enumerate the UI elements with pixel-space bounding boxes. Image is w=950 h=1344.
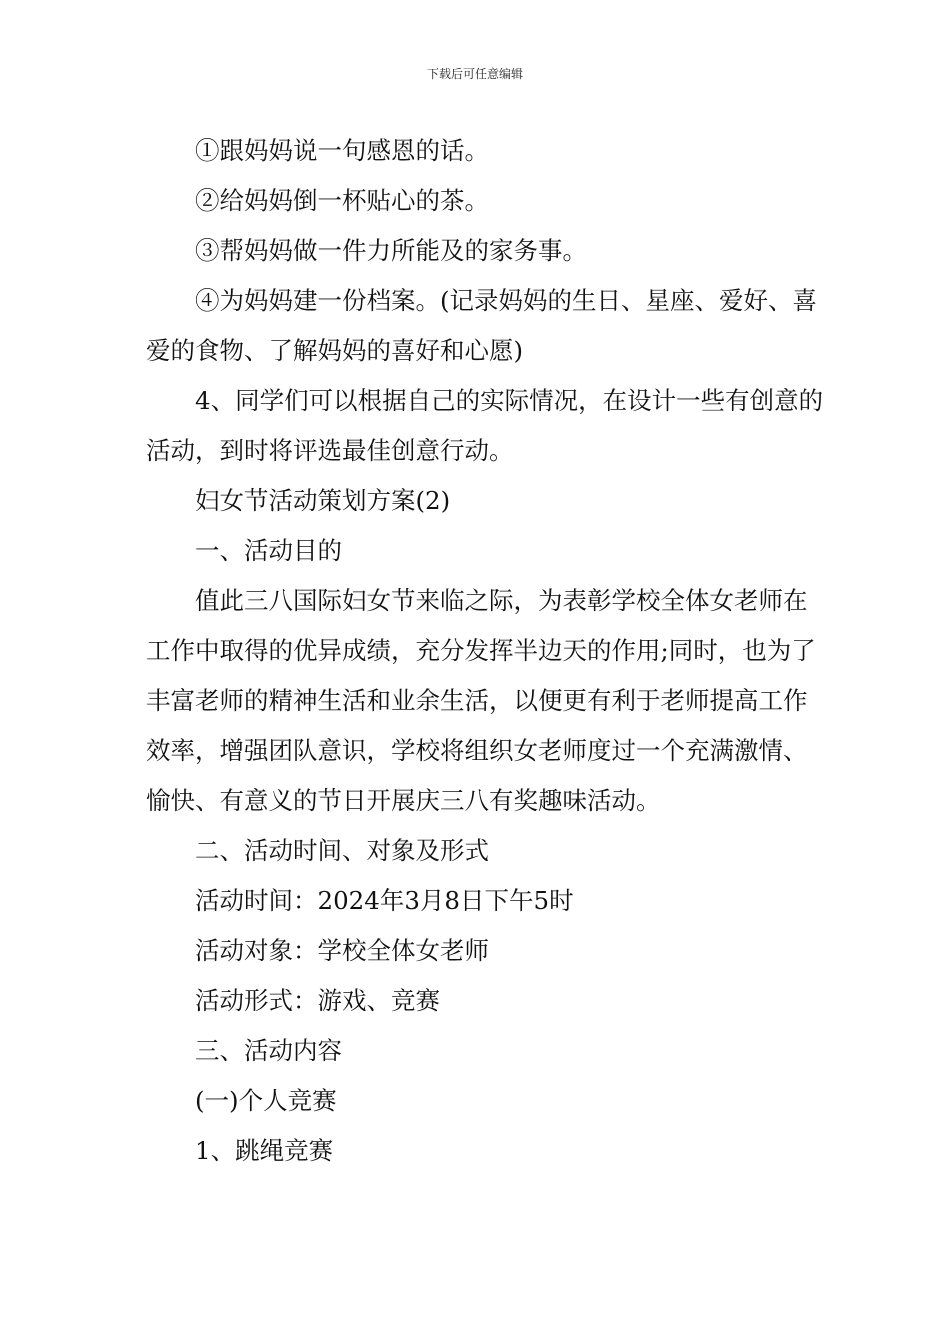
section-title-plan-2: 妇女节活动策划方案(2) — [195, 486, 451, 515]
page-header-note: 下载后可任意编辑 — [426, 67, 523, 81]
document-body — [146, 126, 828, 1176]
paragraph-housework: ③帮妈妈做一件力所能及的家务事。 — [195, 236, 587, 265]
subheading-individual-competition: (一)个人竞赛 — [195, 1086, 337, 1115]
paragraph-activity-time: 活动时间：2024年3月8日下午5时 — [195, 886, 574, 915]
paragraph-pour-tea: ②给妈妈倒一杯贴心的茶。 — [195, 186, 489, 215]
paragraph-activity-target: 活动对象：学校全体女老师 — [195, 936, 489, 965]
heading-time-target-form: 二、活动时间、对象及形式 — [195, 836, 489, 865]
paragraph-purpose-body: 值此三八国际妇女节来临之际，为表彰学校全体女老师在工作中取得的优异成绩，充分发挥半边天的作用;同时，也为了丰富老师的精神生活和业余生活，以便更有利于老师提高工作效率，增强团队意识，学校将组织女老师度过一个充满激情、愉快、有意义的节日开展庆三八有奖趣味活动。 — [146, 586, 816, 815]
heading-activity-content: 三、活动内容 — [195, 1036, 342, 1065]
paragraph-thanks-words: ①跟妈妈说一句感恩的话。 — [195, 136, 489, 165]
paragraph-mom-profile: ④为妈妈建一份档案。(记录妈妈的生日、星座、爱好、喜爱的食物、了解妈妈的喜好和心愿) — [146, 286, 818, 365]
paragraph-creative-activities: 4、同学们可以根据自己的实际情况，在设计一些有创意的活动，到时将评选最佳创意行动。 — [146, 386, 824, 465]
heading-purpose: 一、活动目的 — [195, 536, 342, 565]
item-rope-skipping: 1、跳绳竞赛 — [195, 1136, 334, 1165]
paragraph-activity-form: 活动形式：游戏、竞赛 — [195, 986, 440, 1015]
